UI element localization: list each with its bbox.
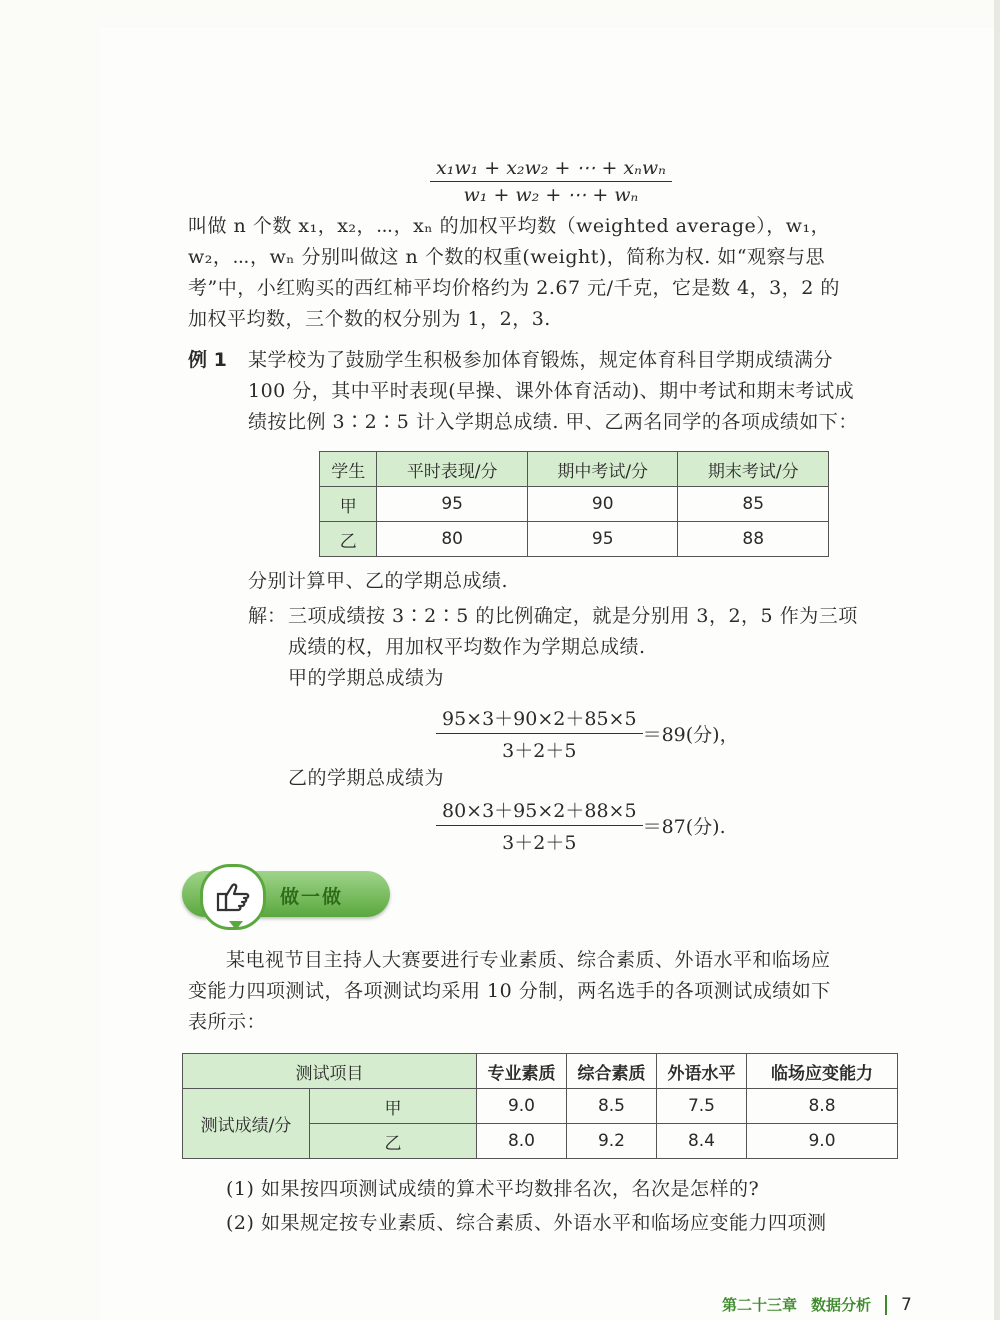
table-cell: 9.0 [476, 1089, 566, 1124]
table-cell: 9.0 [747, 1124, 898, 1159]
page-number: 7 [901, 1294, 912, 1315]
jia-numerator: 95×3＋90×2＋85×5 [436, 704, 643, 734]
jia-result: ＝89(分)， [642, 724, 739, 746]
table-header-cell: 临场应变能力 [747, 1054, 898, 1089]
jia-fraction [436, 704, 643, 763]
paragraph-line: 变能力四项测试，各项测试均采用 10 分制，两名选手的各项测试成绩如下 [188, 980, 831, 1002]
example-line: 100 分，其中平时表现(早操、课外体育活动)、期中考试和期末考试成 [248, 380, 855, 402]
table-cell: 8.4 [656, 1124, 746, 1159]
weighted-average-formula [430, 157, 672, 206]
yi-result: ＝87(分). [642, 816, 726, 838]
paragraph-line: 考”中，小红购买的西红柿平均价格约为 2.67 元/千克，它是数 4，3，2 的 [188, 277, 840, 299]
example-line: 某学校为了鼓励学生积极参加体育锻炼，规定体育科目学期成绩满分 [248, 349, 834, 371]
footer-divider [885, 1295, 887, 1315]
table-cell: 95 [527, 522, 678, 557]
paragraph-line: 叫做 n 个数 x₁，x₂，⋯，xₙ 的加权平均数（weighted average），w₁， [188, 215, 831, 237]
solution-text [288, 601, 908, 694]
yi-numerator: 80×3＋95×2＋88×5 [436, 796, 643, 826]
table-cell: 8.5 [566, 1089, 656, 1124]
exercise-questions [226, 1172, 906, 1240]
table-cell: 85 [678, 487, 829, 522]
student-scores-table [319, 451, 829, 557]
question-item: (1) 如果按四项测试成绩的算术平均数排名次，名次是怎样的? [226, 1178, 760, 1200]
table-cell: 9.2 [566, 1124, 656, 1159]
table-header-cell: 外语水平 [656, 1054, 746, 1089]
paragraph-line: w₂，⋯，wₙ 分别叫做这 n 个数的权重(weight)，简称为权. 如“观察与思 [188, 246, 826, 268]
yi-calculation [436, 796, 726, 855]
section-label: 数据分析 [811, 1296, 872, 1314]
table-header-row [320, 452, 829, 487]
paragraph-line: 加权平均数，三个数的权分别为 1，2，3. [188, 308, 551, 330]
table-row-name: 甲 [310, 1089, 477, 1124]
table-cell: 甲 [320, 487, 377, 522]
solution-line: 成绩的权，用加权平均数作为学期总成绩. [288, 636, 646, 658]
table-row [320, 487, 829, 522]
formula-denominator: w₁ + w₂ + ⋯ + wₙ [463, 184, 639, 206]
solution-line: 甲的学期总成绩为 [288, 667, 445, 689]
example-text [248, 345, 908, 438]
chapter-label: 第二十三章 [722, 1296, 798, 1314]
table-header-cell: 期中考试/分 [527, 452, 678, 487]
jia-calculation [436, 704, 739, 763]
table-cell: 88 [678, 522, 829, 557]
table-header-cell: 专业素质 [476, 1054, 566, 1089]
solution-line: 三项成绩按 3∶2∶5 的比例确定，就是分别用 3，2，5 作为三项 [288, 605, 858, 627]
table-header-cell: 学生 [320, 452, 377, 487]
table-header-row [183, 1054, 898, 1089]
yi-fraction [436, 796, 643, 855]
table-cell: 乙 [320, 522, 377, 557]
table-row [320, 522, 829, 557]
formula-numerator: x₁w₁ + x₂w₂ + ⋯ + xₙwₙ [430, 157, 672, 182]
contest-scores-table [182, 1053, 898, 1159]
question-item: (2) 如果规定按专业素质、综合素质、外语水平和临场应变能力四项测 [226, 1212, 827, 1234]
page-edge-shadow [994, 0, 1000, 1320]
paragraph-line: 某电视节目主持人大赛要进行专业素质、综合素质、外语水平和临场应 [226, 949, 831, 971]
question-text: 分别计算甲、乙的学期总成绩. [248, 570, 509, 592]
example-line: 绩按比例 3∶2∶5 计入学期总成绩. 甲、乙两名同学的各项成绩如下： [248, 411, 858, 433]
yi-intro: 乙的学期总成绩为 [288, 767, 445, 789]
table-row-name: 乙 [310, 1124, 477, 1159]
solution-label: 解： [248, 605, 287, 627]
paragraph-line: 表所示： [188, 1011, 267, 1033]
table-cell: 7.5 [656, 1089, 746, 1124]
jia-denominator: 3＋2＋5 [502, 740, 577, 762]
contest-paragraph [188, 945, 903, 1038]
table-row-group: 测试成绩/分 [183, 1089, 310, 1159]
table-cell: 8.8 [747, 1089, 898, 1124]
yi-denominator: 3＋2＋5 [502, 832, 577, 854]
table-cell: 90 [527, 487, 678, 522]
table-row [183, 1089, 898, 1124]
table-cell: 80 [377, 522, 528, 557]
badge-pointer [229, 921, 243, 931]
activity-label: 做一做 [280, 886, 344, 908]
definition-paragraph [188, 211, 903, 335]
table-cell: 95 [377, 487, 528, 522]
table-cell: 8.0 [476, 1124, 566, 1159]
table-header-cell: 期末考试/分 [678, 452, 829, 487]
table-header-cell: 平时表现/分 [377, 452, 528, 487]
table-header-cell: 综合素质 [566, 1054, 656, 1089]
example-label: 例 1 [188, 349, 227, 371]
table-header-cell: 测试项目 [183, 1054, 477, 1089]
page-footer [722, 1294, 912, 1315]
